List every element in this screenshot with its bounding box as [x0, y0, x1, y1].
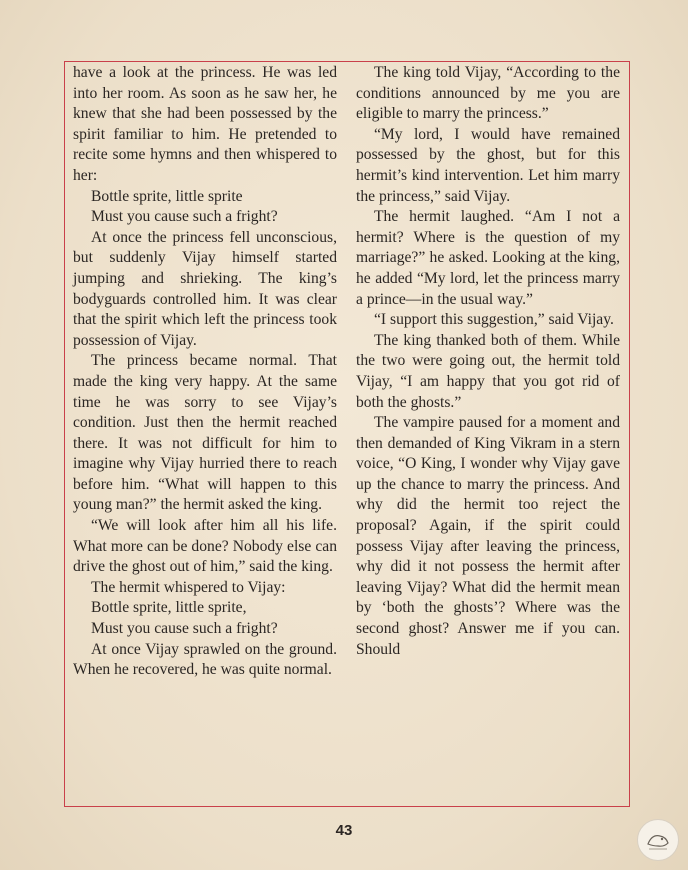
page-number: 43: [335, 822, 353, 839]
stamp-drawing-icon: [638, 820, 678, 860]
paragraph: The hermit laughed. “Am I not a hermit? Where is the question of my marriage?” he asked. Looking at the king, he added “My lord, let the princess marry a prince—in the usual way.”: [356, 208, 620, 308]
paragraph: The king thanked both of them. While the two were going out, the hermit told Vijay, “I am happy that you got rid of both the ghosts.”: [356, 331, 620, 411]
verse-line: Bottle sprite, little sprite,: [91, 599, 247, 617]
paragraph: have a look at the princess. He was led into her room. As soon as he saw her, he knew that she had been possessed by the spirit familiar to him. He pretended to recite some hymns and then whispered to her:: [73, 64, 337, 184]
paragraph: At once Vijay sprawled on the ground. When he recovered, he was quite normal.: [73, 640, 337, 679]
paragraph: The princess became normal. That made the king very happy. At the same time he was sorry to see Vijay’s condition. Just then the hermit reached there. It was not difficult for him to imagine why Vijay hurried there to reach before him. “What will happen to this young man?” the hermit asked the king.: [73, 352, 337, 514]
verse-line: Bottle sprite, little sprite: [91, 187, 243, 205]
paragraph: The vampire paused for a moment and then demanded of King Vikram in a stern voice, “O King, I wonder why Vijay gave up the chance to marry the princess. And why did the hermit too reject the proposal? Again, if the spirit could possess Vijay after leaving the princess, why did it not possess the hermit after leaving Vijay? What did the hermit mean by ‘both the ghosts’? Where was the second ghost? Answer me if you can. Should: [356, 414, 620, 658]
verse-line: Must you cause such a fright?: [91, 208, 278, 226]
paragraph: At once the princess fell unconscious, but suddenly Vijay himself started jumping and shrieking. The king’s bodyguards controlled him. It was clear that the spirit which left the princess took possession of Vijay.: [73, 228, 337, 349]
right-column: [356, 63, 620, 660]
paragraph: The king told Vijay, “According to the conditions announced by me you are eligible to marry the princess.”: [356, 64, 620, 123]
scanner-stamp-icon: [637, 819, 679, 861]
verse-line: The hermit whispered to Vijay:: [91, 578, 286, 596]
paragraph: “My lord, I would have remained possessed by the ghost, but for this hermit’s kind intervention. Let him marry the princess,” said Vijay.: [356, 125, 620, 205]
paragraph: “We will look after him all his life. What more can be done? Nobody else can drive the ghost out of him,” said the king.: [73, 517, 337, 576]
left-column: [73, 63, 337, 681]
verse-line: Must you cause such a fright?: [91, 620, 278, 638]
paragraph: “I support this suggestion,” said Vijay.: [374, 311, 614, 329]
